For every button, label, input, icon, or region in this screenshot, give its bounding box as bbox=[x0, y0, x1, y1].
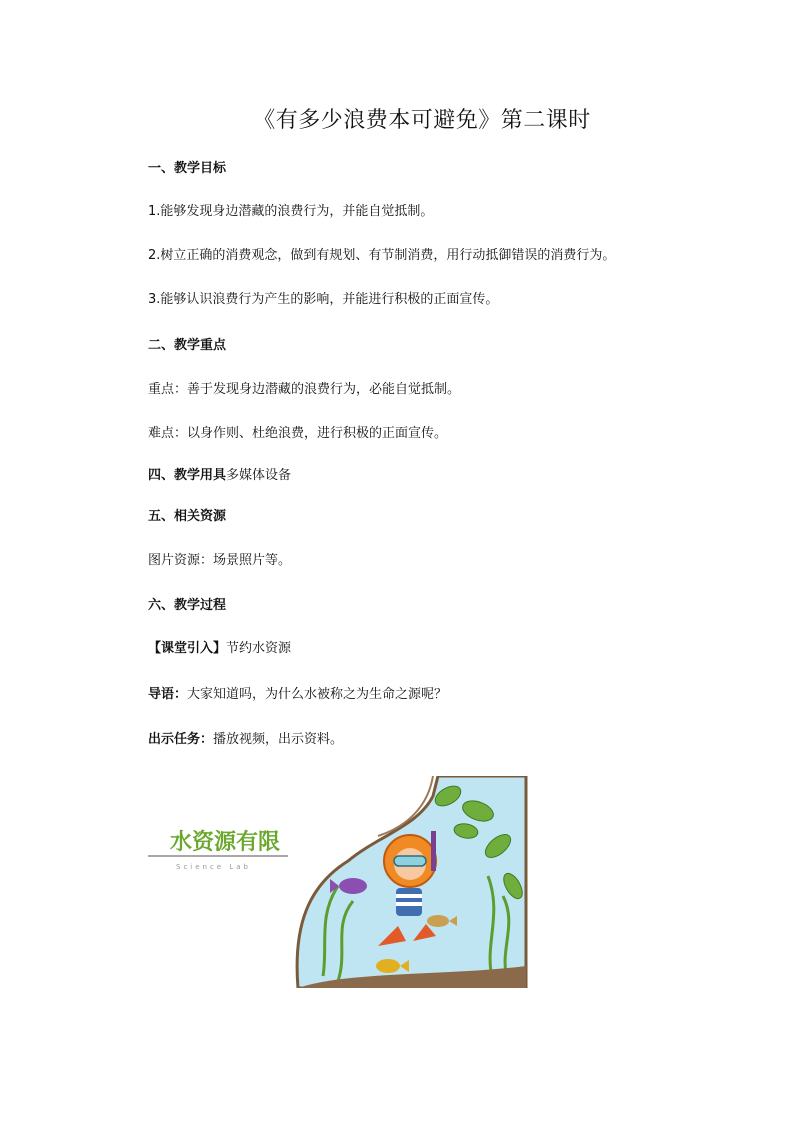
figure-subtitle: Science Lab bbox=[176, 863, 251, 871]
task-label: 出示任务： bbox=[148, 732, 214, 747]
intro-label: 【课堂引入】 bbox=[148, 641, 227, 656]
section-heading-goals: 一、教学目标 bbox=[148, 161, 227, 176]
teaching-tools-line bbox=[148, 467, 291, 485]
difficulty-text: 难点：以身作则、杜绝浪费，进行积极的正面宣传。 bbox=[148, 426, 448, 441]
document-title: 《有多少浪费本可避免》第二课时 bbox=[253, 108, 591, 133]
task-text: 播放视频，出示资料。 bbox=[213, 732, 344, 747]
guide-text: 大家知道吗，为什么水被称之为生命之源呢？ bbox=[187, 687, 448, 702]
guide-line bbox=[148, 686, 447, 704]
task-line bbox=[148, 731, 343, 749]
figure-title: 水资源有限 bbox=[170, 830, 281, 855]
section-heading-tools: 四、教学用具 bbox=[148, 468, 227, 483]
water-resource-illustration bbox=[148, 776, 528, 988]
key-point-text: 重点：善于发现身边潜藏的浪费行为，必能自觉抵制。 bbox=[148, 382, 461, 397]
intro-text: 节约水资源 bbox=[226, 641, 292, 656]
teaching-tools-text: 多媒体设备 bbox=[226, 468, 292, 483]
goal-item-3: 3.能够认识浪费行为产生的影响，并能进行积极的正面宣传。 bbox=[148, 292, 499, 307]
goal-item-1: 1.能够发现身边潜藏的浪费行为，并能自觉抵制。 bbox=[148, 204, 434, 219]
section-heading-process: 六、教学过程 bbox=[148, 598, 227, 613]
section-heading-resources: 五、相关资源 bbox=[148, 509, 227, 524]
intro-line bbox=[148, 640, 291, 658]
guide-label: 导语： bbox=[148, 687, 188, 702]
goal-item-2: 2.树立正确的消费观念，做到有规划、有节制消费，用行动抵御错误的消费行为。 bbox=[148, 248, 616, 263]
resources-text: 图片资源：场景照片等。 bbox=[148, 553, 292, 568]
section-heading-key-points: 二、教学重点 bbox=[148, 338, 227, 353]
